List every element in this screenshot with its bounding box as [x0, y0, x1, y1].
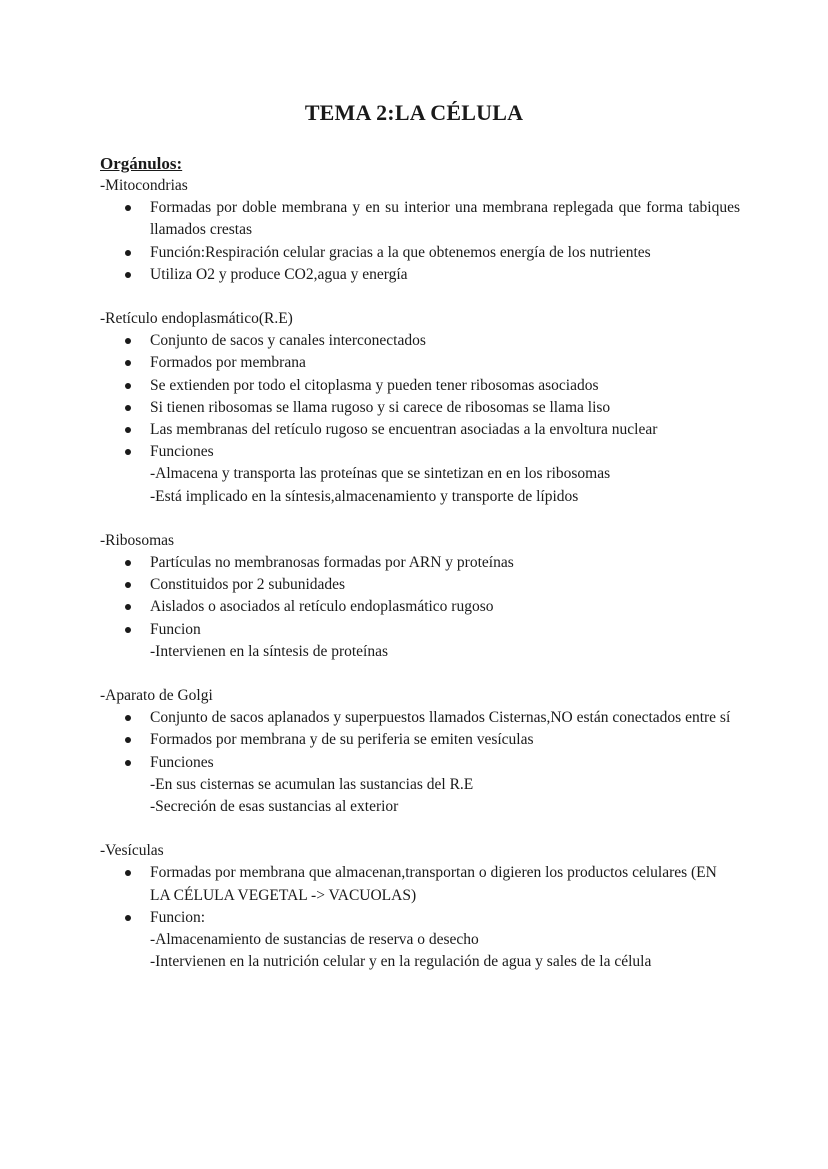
list-item	[150, 574, 740, 596]
list-item	[150, 441, 740, 508]
list-item-text: Las membranas del retículo rugoso se encuentran asociadas a la envoltura nuclear	[150, 421, 658, 439]
section-title: -Vesículas	[100, 842, 164, 860]
list-item-text: Formadas por membrana que almacenan,transportan o digieren los productos celulares (EN LA CÉLULA VEGETAL -> VACUOLAS)	[150, 864, 717, 904]
list-item	[150, 552, 740, 574]
list-item	[150, 752, 740, 819]
list-item	[150, 862, 740, 906]
list-item-text: Partículas no membranosas formadas por ARN y proteínas	[150, 554, 514, 572]
list-item-text: Conjunto de sacos y canales interconectados	[150, 332, 426, 350]
list-item-text: Aislados o asociados al retículo endoplasmático rugoso	[150, 598, 494, 616]
section-mitocondrias	[100, 175, 740, 286]
list-item-text: Funciones	[150, 753, 214, 771]
list-item-text: Se extienden por todo el citoplasma y pueden tener ribosomas asociados	[150, 376, 599, 394]
list-item	[150, 707, 740, 729]
sub-item: -Está implicado en la síntesis,almacenamiento y transporte de lípidos	[150, 487, 579, 505]
bullet-list	[100, 330, 740, 508]
list-item-text: Funcion:	[150, 908, 206, 926]
bullet-list	[100, 862, 740, 973]
list-item-text: Funciones	[150, 443, 214, 461]
list-item	[150, 375, 740, 397]
sub-item: -Intervienen en la nutrición celular y en la regulación de agua y sales de la célula	[150, 953, 652, 971]
list-item-text: Constituidos por 2 subunidades	[150, 576, 346, 594]
sub-item: -Almacenamiento de sustancias de reserva o desecho	[150, 931, 479, 949]
list-item-text: Función:Respiración celular gracias a la que obtenemos energía de los nutrientes	[150, 243, 651, 261]
list-item	[150, 729, 740, 751]
list-item	[150, 397, 740, 419]
section-title: -Aparato de Golgi	[100, 687, 213, 705]
list-item	[150, 330, 740, 352]
list-item-text: Formados por membrana y de su periferia se emiten vesículas	[150, 731, 534, 749]
section-reticulo	[100, 308, 740, 508]
list-item-text: Si tienen ribosomas se llama rugoso y si carece de ribosomas se llama liso	[150, 398, 611, 416]
list-item-text: Formadas por doble membrana y en su interior una membrana replegada que forma tabiques llamados crestas	[150, 199, 740, 239]
list-item-text: Formados por membrana	[150, 354, 306, 372]
bullet-list	[100, 707, 740, 818]
section-heading: Orgánulos:	[100, 154, 183, 173]
list-item-text: Utiliza O2 y produce CO2,agua y energía	[150, 265, 408, 283]
bullet-list	[100, 197, 740, 286]
sub-item: -En sus cisternas se acumulan las sustancias del R.E	[150, 775, 474, 793]
section-vesiculas	[100, 840, 740, 973]
list-item-text: Conjunto de sacos aplanados y superpuestos llamados Cisternas,NO están conectados entre sí	[150, 709, 731, 727]
document-body	[100, 153, 740, 974]
list-item	[150, 619, 740, 663]
page-title: TEMA 2:LA CÉLULA	[304, 100, 524, 125]
sub-item: -Secreción de esas sustancias al exterior	[150, 798, 399, 816]
list-item	[150, 242, 740, 264]
list-item	[150, 419, 740, 441]
list-item-text: Funcion	[150, 620, 201, 638]
section-title: -Ribosomas	[100, 531, 175, 549]
list-item	[150, 352, 740, 374]
list-item	[150, 596, 740, 618]
list-item	[150, 197, 740, 241]
list-item	[150, 907, 740, 974]
section-golgi	[100, 685, 740, 818]
sub-item: -Intervienen en la síntesis de proteínas	[150, 642, 389, 660]
list-item	[150, 264, 740, 286]
bullet-list	[100, 552, 740, 663]
section-title: -Mitocondrias	[100, 177, 188, 194]
sub-item: -Almacena y transporta las proteínas que se sintetizan en en los ribosomas	[150, 465, 611, 483]
section-title: -Retículo endoplasmático(R.E)	[100, 310, 293, 328]
section-ribosomas	[100, 530, 740, 663]
